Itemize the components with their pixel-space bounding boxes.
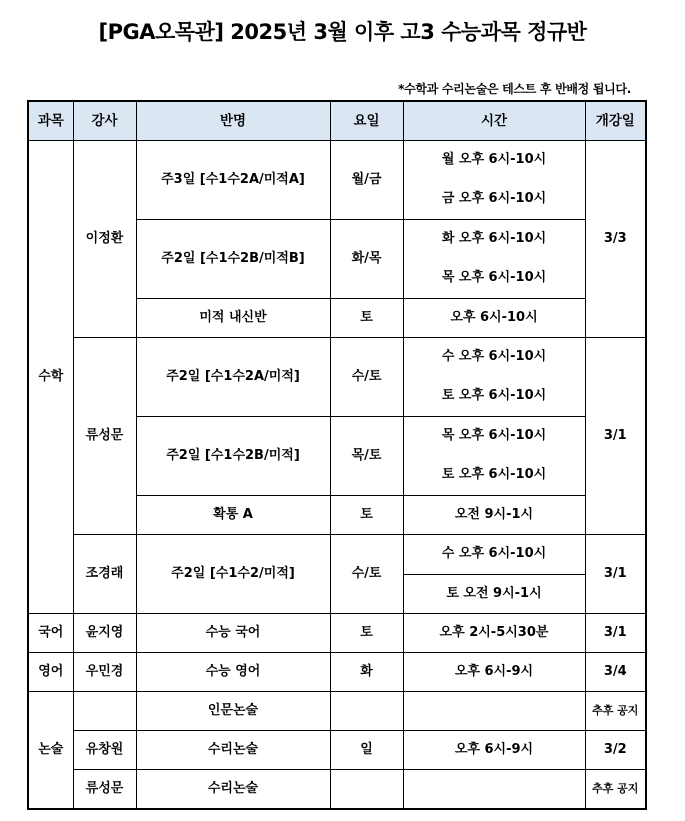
- subject-cell: 국어: [28, 614, 73, 653]
- header-time: 시간: [403, 101, 585, 141]
- subject-cell: 논술: [28, 692, 73, 809]
- header-class: 반명: [136, 101, 330, 141]
- table-row: [28, 770, 646, 809]
- header-days: 요일: [330, 101, 403, 141]
- start-cell: 3/3: [585, 141, 646, 338]
- start-cell: 3/2: [585, 731, 646, 770]
- days-cell: 토: [330, 496, 403, 535]
- days-cell: [330, 692, 403, 731]
- teacher-cell: 유창원: [73, 731, 136, 770]
- table-row: [28, 653, 646, 692]
- subject-cell: 수학: [28, 141, 73, 614]
- subject-cell: 영어: [28, 653, 73, 692]
- time-cell: 오전 9시-1시: [403, 496, 585, 535]
- time-cell: [403, 770, 585, 809]
- days-cell: 토: [330, 299, 403, 338]
- time-cell: [403, 338, 585, 417]
- time-slot: 금 오후 6시-10시: [441, 191, 547, 207]
- teacher-cell: 우민경: [73, 653, 136, 692]
- days-cell: 목/토: [330, 417, 403, 496]
- start-cell: 추후 공지: [585, 692, 646, 731]
- header-start: 개강일: [585, 101, 646, 141]
- time-cell: 오후 6시-9시: [403, 653, 585, 692]
- schedule-table: [27, 100, 647, 810]
- start-cell: 3/1: [585, 535, 646, 614]
- time-slot: 월 오후 6시-10시: [441, 152, 547, 168]
- time-slot: 토 오후 6시-10시: [441, 388, 547, 404]
- page-title: [PGA오목관] 2025년 3월 이후 고3 수능과목 정규반: [98, 20, 587, 44]
- time-cell: 오후 2시-5시30분: [403, 614, 585, 653]
- teacher-cell: 류성문: [73, 338, 136, 535]
- time-slot: 목 오후 6시-10시: [441, 428, 547, 444]
- time-cell: [403, 141, 585, 220]
- time-slot: 목 오후 6시-10시: [441, 270, 547, 286]
- class-cell: 수리논술: [136, 770, 330, 809]
- class-cell: 주2일 [수1수2A/미적]: [136, 338, 330, 417]
- time-slot: 수 오후 6시-10시: [441, 349, 547, 365]
- days-cell: 토: [330, 614, 403, 653]
- time-slot: 수 오후 6시-10시: [441, 546, 547, 562]
- table-row: [28, 692, 646, 731]
- class-cell: 수능 영어: [136, 653, 330, 692]
- start-cell: 추후 공지: [585, 770, 646, 809]
- header-teacher: 강사: [73, 101, 136, 141]
- class-cell: 수능 국어: [136, 614, 330, 653]
- days-cell: 월/금: [330, 141, 403, 220]
- days-cell: 일: [330, 731, 403, 770]
- class-cell: 주3일 [수1수2A/미적A]: [136, 141, 330, 220]
- days-cell: 수/토: [330, 535, 403, 614]
- start-cell: 3/4: [585, 653, 646, 692]
- class-cell: 주2일 [수1수2/미적]: [136, 535, 330, 614]
- start-cell: 3/1: [585, 614, 646, 653]
- teacher-cell: 류성문: [73, 770, 136, 809]
- class-cell: 수리논술: [136, 731, 330, 770]
- class-cell: 확통 A: [136, 496, 330, 535]
- time-slot: 화 오후 6시-10시: [441, 231, 547, 247]
- days-cell: 화: [330, 653, 403, 692]
- table-row: [28, 731, 646, 770]
- days-cell: 화/목: [330, 220, 403, 299]
- time-cell: [403, 220, 585, 299]
- header-row: [28, 101, 646, 141]
- assignment-note: *수학과 수리논술은 테스트 후 반배정 됩니다.: [398, 82, 631, 96]
- time-cell: [403, 692, 585, 731]
- class-cell: 주2일 [수1수2B/미적]: [136, 417, 330, 496]
- teacher-cell: 조경래: [73, 535, 136, 614]
- class-cell: 미적 내신반: [136, 299, 330, 338]
- time-cell: [403, 417, 585, 496]
- days-cell: [330, 770, 403, 809]
- class-cell: 인문논술: [136, 692, 330, 731]
- table-row: [28, 614, 646, 653]
- teacher-cell: [73, 692, 136, 731]
- time-cell: [403, 535, 585, 614]
- time-slot: 토 오후 6시-10시: [441, 467, 547, 483]
- table-row: [28, 141, 646, 181]
- start-cell: 3/1: [585, 338, 646, 535]
- time-slot: 토 오전 9시-1시: [404, 574, 585, 614]
- table-row: [28, 535, 646, 575]
- class-cell: 주2일 [수1수2B/미적B]: [136, 220, 330, 299]
- time-cell: 오후 6시-9시: [403, 731, 585, 770]
- teacher-cell: 윤지영: [73, 614, 136, 653]
- time-cell: 오후 6시-10시: [403, 299, 585, 338]
- table-row: [28, 338, 646, 378]
- header-subject: 과목: [28, 101, 73, 141]
- teacher-cell: 이정환: [73, 141, 136, 338]
- days-cell: 수/토: [330, 338, 403, 417]
